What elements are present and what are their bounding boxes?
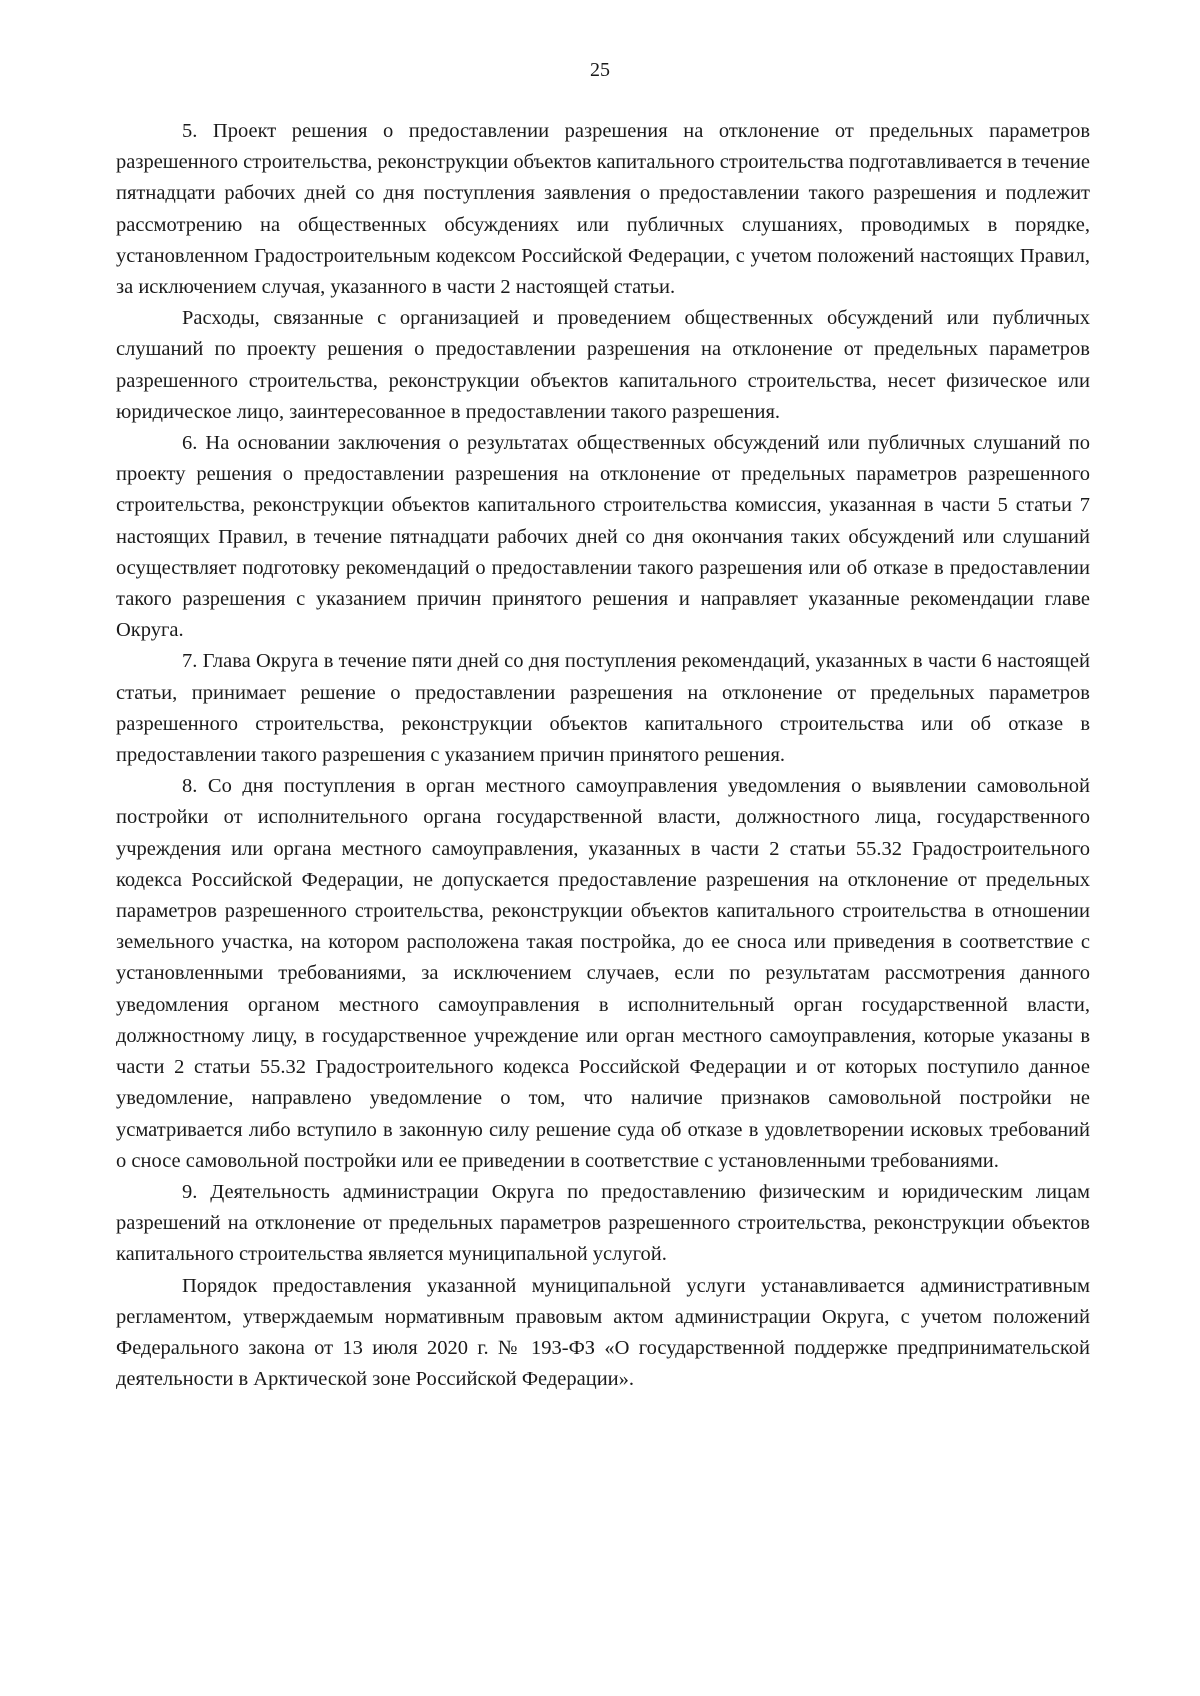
paragraph-part-6: 6. На основании заключения о результатах общественных обсуждений или публичных слушаний по проекту решения о предоставлении разрешения на отклонение от предельных параметров разрешенного строительства, реконструкции объектов капитального строительства комиссия, указанная в части 5 статьи 7 настоящих Правил, в течение пятнадцати рабочих дней со дня окончания таких обсуждений или слушаний осуществляет подготовку рекомендаций о предоставлении такого разрешения или об отказе в предоставлении такого разрешения с указанием причин принятого решения и направляет указанные рекомендации главе Округа.: [116, 432, 1090, 642]
paragraph-part-7: 7. Глава Округа в течение пяти дней со дня поступления рекомендаций, указанных в части 6 настоящей статьи, принимает решение о предоставлении разрешения на отклонение от предельных параметров разрешенного строительства, реконструкции объектов капитального строительства или об отказе в предоставлении такого разрешения с указанием причин принятого решения.: [116, 650, 1090, 767]
page-number: 25: [590, 59, 610, 81]
paragraph-expenses: Расходы, связанные с организацией и проведением общественных обсуждений или публичных слушаний по проекту решения о предоставлении разрешения на отклонение от предельных параметров разрешенного строительства, реконструкции объектов капитального строительства, несет физическое или юридическое лицо, заинтересованное в предоставлении такого разрешения.: [116, 307, 1090, 423]
paragraph-part-9: 9. Деятельность администрации Округа по предоставлению физическим и юридическим лицам разрешений на отклонение от предельных параметров разрешенного строительства, реконструкции объектов капитального строительства является муниципальной услугой.: [116, 1180, 1090, 1266]
paragraph-part-5: 5. Проект решения о предоставлении разрешения на отклонение от предельных параметров разрешенного строительства, реконструкции объектов капитального строительства подготавливается в течение пятнадцати рабочих дней со дня поступления заявления о предоставлении такого разрешения и подлежит рассмотрению на общественных обсуждениях или публичных слушаниях, проводимых в порядке, установленном Градостроительным кодексом Российской Федерации, с учетом положений настоящих Правил, за исключением случая, указанного в части 2 настоящей статьи.: [116, 120, 1090, 299]
document-body: [116, 116, 1090, 1395]
paragraph-procedure: Порядок предоставления указанной муниципальной услуги устанавливается административным регламентом, утверждаемым нормативным правовым актом администрации Округа, с учетом положений Федерального закона от 13 июля 2020 г. № 193-ФЗ «О государственной поддержке предпринимательской деятельности в Арктической зоне Российской Федерации».: [116, 1274, 1090, 1391]
paragraph-part-8: 8. Со дня поступления в орган местного самоуправления уведомления о выявлении самовольной постройки от исполнительного органа государственной власти, должностного лица, государственного учреждения или органа местного самоуправления, указанных в части 2 статьи 55.32 Градостроительного кодекса Российской Федерации, не допускается предоставление разрешения на отклонение от предельных параметров разрешенного строительства, реконструкции объектов капитального строительства в отношении земельного участка, на котором расположена такая постройка, до ее сноса или приведения в соответствие с установленными требованиями, за исключением случаев, если по результатам рассмотрения данного уведомления органом местного самоуправления в исполнительный орган государственной власти, должностному лицу, в государственное учреждение или орган местного самоуправления, которые указаны в части 2 статьи 55.32 Градостроительного кодекса Российской Федерации и от которых поступило данное уведомление, направлено уведомление о том, что наличие признаков самовольной постройки не усматривается либо вступило в законную силу решение суда об отказе в удовлетворении исковых требований о сносе самовольной постройки или ее приведении в соответствие с установленными требованиями.: [116, 775, 1090, 1172]
